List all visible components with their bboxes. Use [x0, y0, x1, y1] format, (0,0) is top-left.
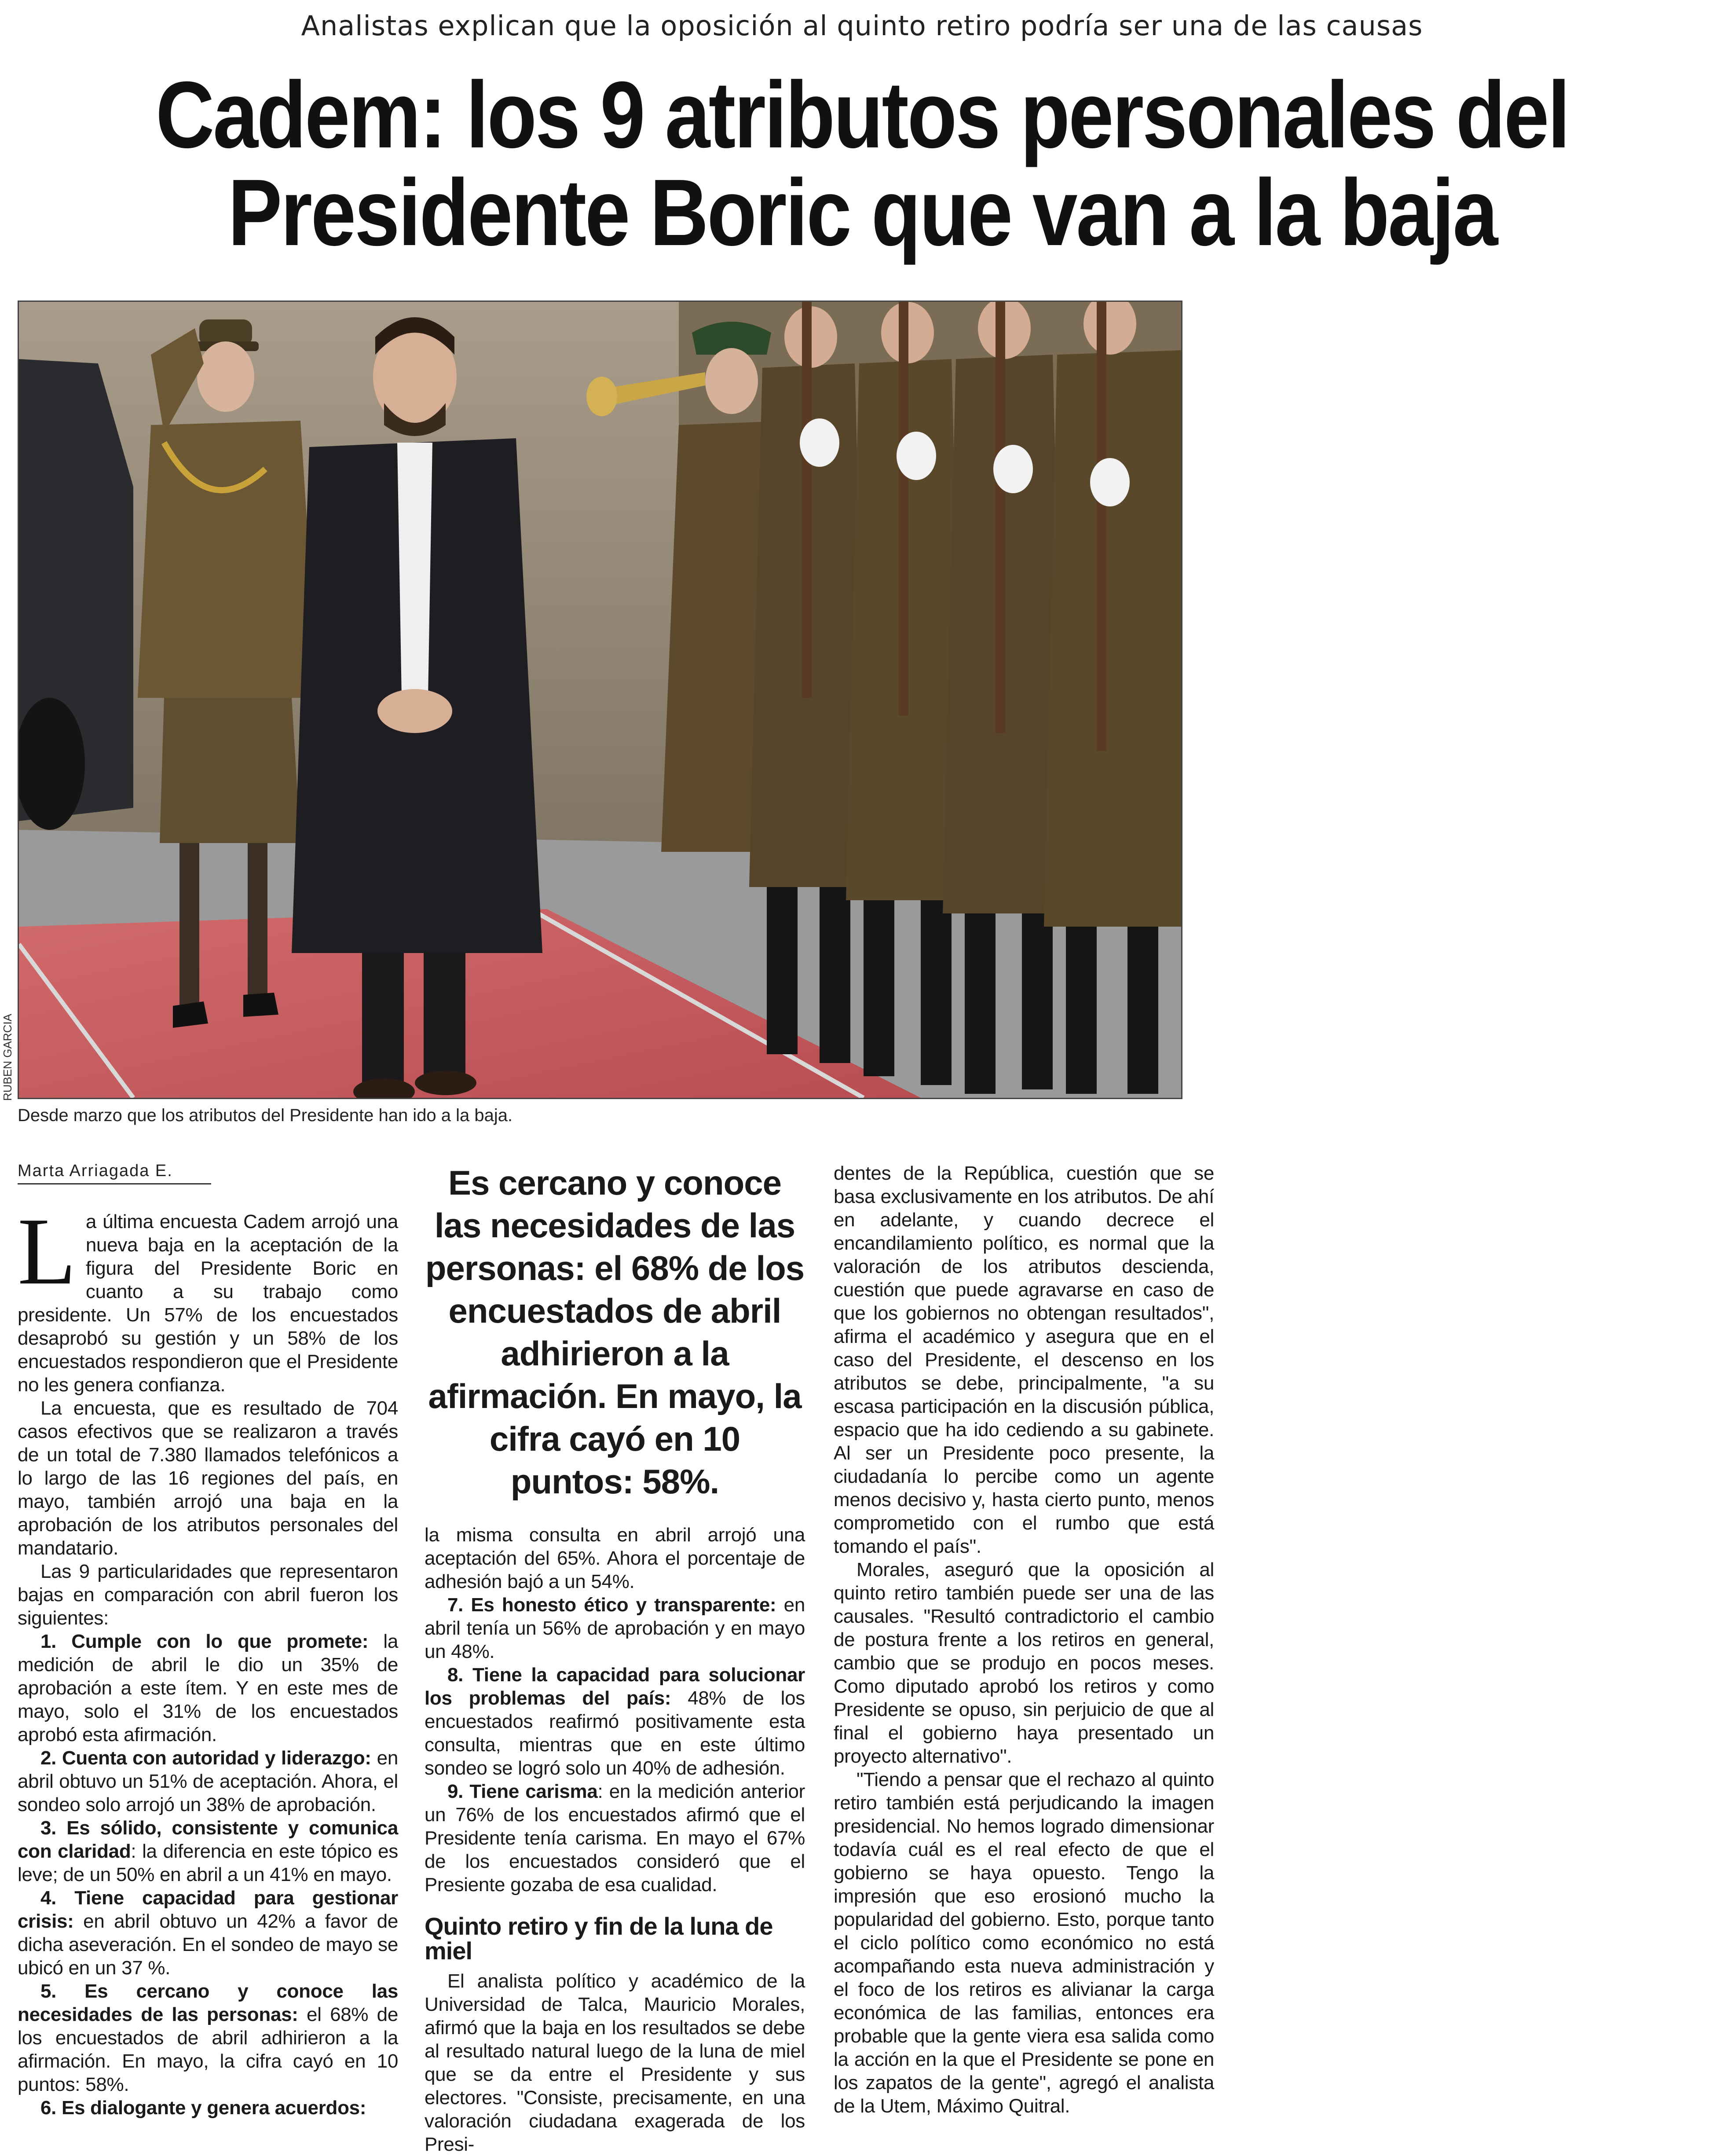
item-text: el 68% de los encuestados de abril adhirieron a la afirmación. En mayo, la cifra cayó en 10 puntos: 58%.	[18, 2004, 398, 2095]
photo-caption: Desde marzo que los atributos del Presidente han ido a la baja.	[18, 1106, 513, 1125]
article-column-1	[18, 1162, 398, 2119]
paragraph: El analista político y académico de la Universidad de Talca, Mauricio Morales, afirmó que la baja en los resultados se debe al resultado natural luego de la luna de miel que se da entre el Presidente y sus electores. "Consiste, precisamente, en una valoración ciudadana exagerada de los Presi-	[425, 1970, 805, 2155]
photo-illustration	[19, 302, 1181, 1098]
item-label: 5. Es cercano y conoce las necesidades de las personas:	[18, 1980, 398, 2025]
item-text: la medición de abril le dio un 35% de aprobación a este ítem. Y en este mes de mayo, solo el 31% de los encuestados aprobó esta afirmación.	[18, 1631, 398, 1745]
list-item	[425, 1593, 805, 1663]
item-label: 3. Es sólido, consistente y comunica con claridad	[18, 1817, 398, 1862]
item-label: 6. Es dialogante y genera acuerdos:	[40, 2097, 366, 2119]
item-label: 2. Cuenta con autoridad y liderazgo:	[40, 1747, 371, 1769]
item-text: 48% de los encuestados reafirmó positivamente esta consulta, mientras que en este último sondeo se logró solo un 40% de adhesión.	[425, 1687, 805, 1779]
paragraph: Morales, aseguró que la oposición al quinto retiro también puede ser una de las causales. "Resultó contradictorio el cambio de postura frente a los retiros en general, cambio que se produjo en pocos meses. Como diputado aprobó los retiros y como Presidente se opuso, sin perjuicio de que al final el gobierno haya presentado un proyecto alternativo".	[834, 1559, 1214, 1767]
item-text: en abril obtuvo un 51% de aceptación. Ahora, el sondeo solo arrojó un 38% de aprobación.	[18, 1747, 398, 1815]
list-item	[18, 1886, 398, 1980]
headline-line-2: Presidente Boric que van a la baja	[228, 159, 1497, 265]
drop-cap: L	[18, 1199, 76, 1305]
item-text: : en la medición anterior un 76% de los encuestados afirmó que el Presidente tenía carisma. En mayo el 67% de los encuestados consideró que el Presiente gozaba de esa cualidad.	[425, 1781, 805, 1896]
paragraph: la misma consulta en abril arrojó una aceptación del 65%. Ahora el porcentaje de adhesión bajó a un 54%.	[425, 1524, 805, 1592]
item-label: 9. Tiene carisma	[447, 1781, 598, 1802]
kicker: Analistas explican que la oposición al quinto retiro podría ser una de las causas	[301, 10, 1423, 42]
item-text: en abril obtuvo un 42% a favor de dicha aseveración. En el sondeo de mayo se ubicó en un 37 %.	[18, 1910, 398, 1979]
list-item	[18, 1746, 398, 1816]
byline: Marta Arriagada E.	[18, 1162, 211, 1184]
item-label: 4. Tiene capacidad para gestionar crisis:	[18, 1887, 398, 1932]
headline-line-1: Cadem: los 9 atributos personales del	[155, 62, 1569, 168]
item-label: 8. Tiene la capacidad para solucionar los problemas del país:	[425, 1664, 805, 1709]
paragraph: La encuesta, que es resultado de 704 casos efectivos que se realizaron a través de un total de 7.380 llamados telefónicos a lo largo de las 16 regiones del país, en mayo, también arrojó una baja en la aprobación de los atributos personales del mandatario.	[18, 1397, 398, 1559]
news-photo	[18, 301, 1182, 1099]
lead-text: a última encuesta Cadem arrojó una nueva baja en la aceptación de la figura del Presidente Boric en cuanto a su trabajo como presidente. Un 57% de los encuestados desaprobó su gestión y un 58% de los encuestados respondieron que el Presidente no les genera confianza.	[18, 1211, 398, 1396]
item-label: 1. Cumple con lo que promete:	[40, 1631, 369, 1652]
article-column-3	[834, 1162, 1214, 2118]
pull-quote: Es cercano y conoce las necesidades de las personas: el 68% de los encuestados de abril adhirieron a la afirmación. En mayo, la cifra cayó en 10 puntos: 58%.	[425, 1163, 805, 1501]
item-text: : la diferencia en este tópico es leve; de un 50% en abril a un 41% en mayo.	[18, 1841, 398, 1885]
paragraph: "Tiendo a pensar que el rechazo al quinto retiro también está perjudicando la imagen presidencial. No hemos logrado dimensionar todavía cuál es el real efecto de que el gobierno se haya opuesto. Tengo la impresión que eso erosionó mucho la popularidad del gobierno. Esto, porque tanto el ciclo político como económico no está acompañando esta nueva administración y el foco de los retiros es alivianar la carga económica de las familias, entonces era probable que la gente viera esa salida como la acción en la que el Presidente se pone en los zapatos de la gente", agregó el analista de la Utem, Máximo Quitral.	[834, 1769, 1214, 2117]
paragraph: Las 9 particularidades que representaron bajas en comparación con abril fueron los siguientes:	[18, 1561, 398, 1629]
list-item	[425, 1663, 805, 1780]
item-text: en abril tenía un 56% de aprobación y en mayo un 48%.	[425, 1594, 805, 1662]
list-item	[18, 1980, 398, 2096]
item-label: 7. Es honesto ético y transparente:	[447, 1594, 776, 1616]
paragraph: dentes de la República, cuestión que se basa exclusivamente en los atributos. De ahí en adelante, y cuando decrece el encandilamiento político, es normal que la valoración de los atributos descienda, cuestión que puede agravarse en caso de que los gobiernos no obtengan resultados", afirma el académico y asegura que en el caso del Presidente, el descenso en los atributos se debe, principalmente, "a su escasa participación en la discusión pública, espacio que ha ido cediendo a su gabinete. Al ser un Presidente poco presente, la ciudadanía lo percibe como un agente menos decisivo y, hasta cierto punto, menos comprometido con el rumbo que está tomando el país".	[834, 1162, 1214, 1557]
lead-paragraph	[18, 1199, 398, 1397]
photo-credit: RUBEN GARCIA	[1, 1014, 14, 1101]
list-item	[18, 2096, 398, 2119]
article-column-2	[425, 1162, 805, 2156]
list-item	[18, 1630, 398, 1746]
list-item	[425, 1780, 805, 1896]
subhead: Quinto retiro y fin de la luna de miel	[425, 1912, 773, 1965]
list-item	[18, 1816, 398, 1886]
headline	[143, 62, 1581, 265]
